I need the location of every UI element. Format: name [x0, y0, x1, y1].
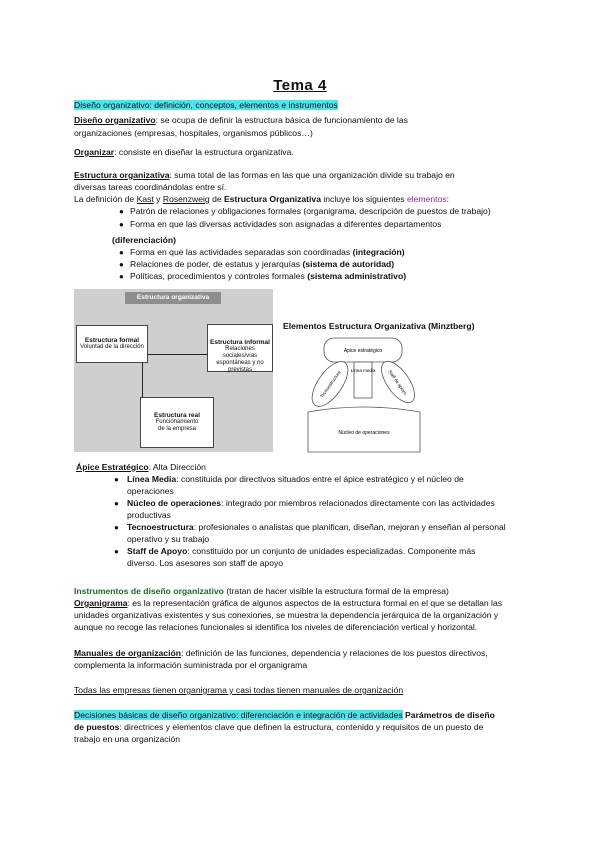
bullet-dot: ●	[119, 220, 124, 229]
list-item-cont: diverso. Los asesores son staff de apoyo	[127, 558, 284, 568]
bullet-dot: ●	[114, 547, 119, 556]
parametros-bold: Parámetros de diseño	[402, 710, 495, 720]
instrumentos-text: (tratan de hacer visible la estructura formal de la empresa)	[223, 586, 449, 596]
manuales-line2: complementa la información suministrada por el organigrama	[74, 660, 308, 670]
list-item-cont: operativo y su trabajo	[127, 534, 210, 544]
list-item	[127, 546, 475, 557]
elementos-word: elementos	[406, 194, 447, 204]
def-a: La definición de	[74, 194, 137, 204]
organigrama-line1	[74, 598, 502, 609]
estructura-line1	[74, 170, 455, 181]
definicion-line	[74, 194, 449, 205]
manuales-text1: : definición de las funciones, dependencia y relaciones de los puestos directivos,	[180, 648, 488, 658]
organizar-term: Organizar	[74, 147, 115, 157]
todas-line: Todas las empresas tienen organigrama y casi todas tienen manuales de organización	[74, 685, 404, 695]
rosenzweig: Rosenzweig	[162, 194, 210, 204]
list-item	[127, 522, 506, 533]
estructura-text1: : suma total de las formas en las que una organización divide su trabajo en	[169, 170, 455, 180]
list-item	[130, 247, 405, 258]
list-item: Forma en que las diversas actividades son asignadas a diferentes departamentos	[130, 219, 442, 229]
formal-box	[76, 325, 148, 363]
list-item-text: Relaciones de poder, de estatus y jerarquías	[130, 259, 303, 269]
bullet-dot: ●	[114, 475, 119, 484]
decisiones-line1	[74, 710, 495, 721]
apice-term: Ápice Estratégico	[76, 462, 149, 472]
manuales-term: Manuales de organización	[74, 648, 181, 658]
bullet-dot: ●	[119, 272, 124, 281]
list-item-bold: (integración)	[352, 247, 405, 257]
element-text: : profesionales o analistas que planifican, diseñan, mejoran y enseñan al personal	[193, 522, 506, 532]
element-text: : integrado por miembros relacionados directamente con las actividades	[221, 498, 495, 508]
tecno-label: Tecnoestructura	[319, 369, 342, 399]
element-text: : constituida por directivos situados entre el ápice estratégico y el núcleo de	[176, 474, 464, 484]
real-sub: Funcionamiento de la empresa	[155, 419, 199, 432]
organizar-text: : consiste en diseñar la estructura organizativa.	[114, 147, 294, 157]
list-item	[127, 474, 464, 485]
list-item-text: Políticas, procedimientos y controles formales	[130, 271, 308, 281]
list-item	[130, 259, 394, 270]
diseno-text1: : se ocupa de definir la estructura básica de funcionamiento de las	[155, 115, 408, 125]
heading-diseno	[74, 100, 338, 111]
organizar-line	[74, 147, 294, 158]
bullet-dot: ●	[119, 248, 124, 257]
diseno-term: Diseño organizativo	[74, 115, 156, 125]
list-item-cont: operaciones	[127, 486, 174, 496]
list-item-bold: (sistema de autoridad)	[302, 259, 395, 269]
formal-sub: Voluntad de la dirección	[80, 344, 144, 350]
diagram-head: Estructura organizativa	[125, 292, 221, 304]
diseno-line1	[74, 115, 408, 126]
element-text: : constituido por un conjunto de unidades especializadas. Componente más	[187, 546, 476, 556]
mintzberg-title: Elementos Estructura Organizativa (Minztberg)	[283, 321, 475, 331]
linea-label: Línea media	[350, 368, 376, 373]
puestos-bold: de puestos	[74, 722, 120, 732]
list-item: Patrón de relaciones y obligaciones formales (organigrama, descripción de puestos de trabajo)	[130, 206, 491, 216]
bullet-dot: ●	[119, 207, 124, 216]
estructura-diagram	[74, 289, 273, 452]
informal-sub: Relaciones sociales/vías espontáneas y no previstas	[216, 346, 264, 373]
kast: Kast	[136, 194, 154, 204]
def-incluye: incluye los siguientes	[320, 194, 407, 204]
decisiones-line2	[74, 722, 483, 733]
element-term: Staff de Apoyo	[127, 546, 188, 556]
decisiones-highlight: Decisiones básicas de diseño organizativo: diferenciación e integración de actividades	[74, 710, 403, 720]
apice-text: : Alta Dirección	[148, 462, 206, 472]
list-item-cont: productivas	[127, 510, 171, 520]
element-term: Núcleo de operaciones	[127, 498, 222, 508]
organigrama-line3: aunque no recoge las relaciones funcionales si identifica los niveles de diferenciación vertical y horizontal.	[74, 622, 478, 632]
list-item	[127, 498, 495, 509]
instrumentos-term: Instrumentos de diseño organizativo	[74, 586, 224, 596]
informal-title: Estructura informal	[210, 339, 270, 346]
def-de: de	[209, 194, 225, 204]
formal-title: Estructura formal	[84, 337, 140, 344]
list-item	[130, 271, 406, 282]
list-item-text: Forma en que las actividades separadas son coordinadas	[130, 247, 353, 257]
organigrama-term: Organigrama	[74, 598, 128, 608]
instrumentos-line	[74, 586, 449, 597]
eo-term: Estructura Organizativa	[224, 194, 321, 204]
def-colon: :	[446, 194, 450, 204]
bullet-dot: ●	[119, 260, 124, 269]
manuales-line1	[74, 648, 488, 659]
estructura-term: Estructura organizativa	[74, 170, 170, 180]
page-title: Tema 4	[273, 77, 327, 94]
element-term: Línea Media	[127, 474, 177, 484]
estructura-line2: diversas tareas coordinándolas entre sí.	[74, 182, 227, 192]
diseno-line2: organizaciones (empresas, hospitales, organismos públicos…)	[74, 128, 313, 138]
list-item-bold: (sistema administrativo)	[307, 271, 407, 281]
diferenciacion: (diferenciación)	[112, 235, 176, 245]
nucleo-label: Núcleo de operaciones	[338, 430, 390, 436]
organigrama-text1: : es la representación gráfica de algunos aspectos de la estructura formal en el que se detallan las	[127, 598, 503, 608]
apice-label: Ápice estratégico	[343, 348, 383, 354]
staff-label: Staff de apoyo	[387, 368, 408, 396]
mintzberg-diagram	[300, 334, 430, 458]
apice-line	[76, 462, 206, 473]
def-y: y	[153, 194, 163, 204]
element-term: Tecnoestructura	[127, 522, 194, 532]
decisiones-line3: trabajo en una organización	[74, 734, 181, 744]
informal-box	[207, 324, 273, 372]
bullet-dot: ●	[114, 499, 119, 508]
organigrama-line2: unidades organizativas existentes y sus conexiones, se muestra la dependencia jerárquica de la organización y	[74, 610, 499, 620]
real-box	[140, 397, 214, 448]
highlighted-heading: Diseño organizativo: definición, conceptos, elementos e instrumentos	[74, 100, 338, 110]
decisiones-text2: : directrices y elementos clave que definen la estructura, contenido y requisitos de un puesto de	[119, 722, 484, 732]
real-title: Estructura real	[154, 412, 200, 419]
bullet-dot: ●	[114, 523, 119, 532]
